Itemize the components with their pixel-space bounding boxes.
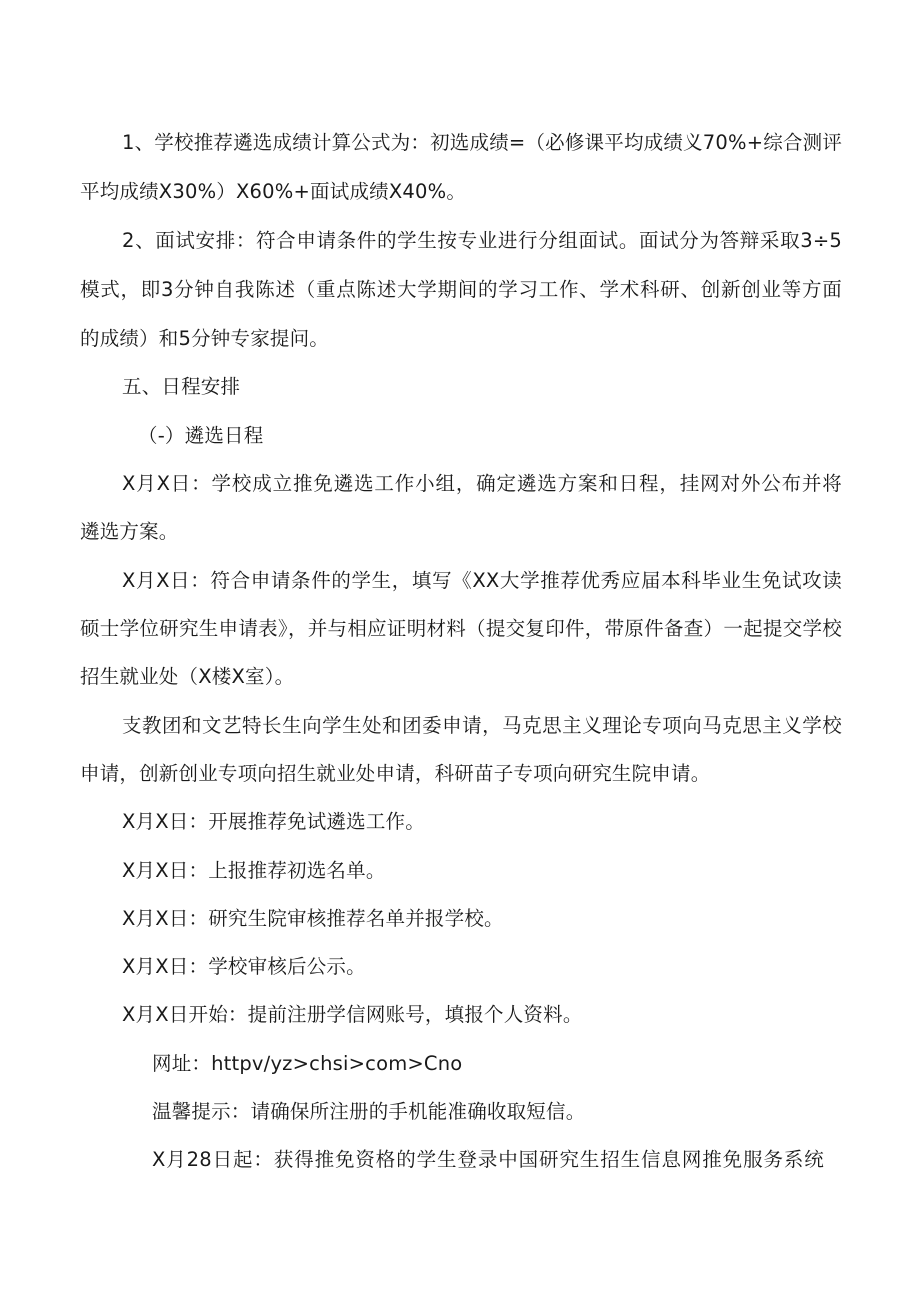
paragraph-line: 的成绩）和5分钟专家提问。 — [80, 327, 330, 350]
paragraph-line: 1、学校推荐遴选成绩计算公式为：初选成绩=（必修课平均成绩义70%+综合测评 — [122, 131, 843, 154]
schedule-item: X月X日：学校审核后公示。 — [122, 955, 366, 978]
paragraph-line: X月X日：符合申请条件的学生，填写《XX大学推荐优秀应届本科毕业生免试攻读 — [122, 569, 842, 592]
schedule-item: X月X日：上报推荐初选名单。 — [122, 859, 386, 882]
subsection-heading: （-）遴选日程 — [138, 424, 264, 447]
paragraph-line: X月X日：学校成立推免遴选工作小组，确定遴选方案和日程，挂网对外公布并将 — [122, 472, 842, 495]
website-line: 网址：httpv∕yz>chsi>com>Cno — [152, 1052, 463, 1075]
schedule-item: X月X日：研究生院审核推荐名单并报学校。 — [122, 907, 504, 930]
paragraph-line: 2、面试安排：符合申请条件的学生按专业进行分组面试。面试分为答辩采取3÷5 — [122, 229, 842, 252]
paragraph-line: 平均成绩X30%）X60%+面试成绩X40%。 — [80, 180, 467, 203]
paragraph-line: 招生就业处（X楼X室）。 — [80, 665, 295, 688]
schedule-item: X月X日：开展推荐免试遴选工作。 — [122, 810, 425, 833]
paragraph-line: 申请，创新创业专项向招生就业处申请，科研苗子专项向研究生院申请。 — [80, 762, 711, 785]
paragraph-line: 遴选方案。 — [80, 520, 179, 543]
section-heading: 五、日程安排 — [122, 375, 241, 398]
tip-line: 温馨提示：请确保所注册的手机能准确收取短信。 — [152, 1100, 586, 1123]
paragraph-line: 硕士学位研究生申请表》，并与相应证明材料（提交复印件，带原件备查）一起提交学校 — [80, 617, 842, 640]
schedule-item: X月28日起：获得推免资格的学生登录中国研究生招生信息网推免服务系统 — [152, 1148, 824, 1171]
schedule-item: X月X日开始：提前注册学信网账号，填报个人资料。 — [122, 1003, 583, 1026]
paragraph-line: 支教团和文艺特长生向学生处和团委申请，马克思主义理论专项向马克思主义学校 — [122, 714, 842, 737]
paragraph-line: 模式，即3分钟自我陈述（重点陈述大学期间的学习工作、学术科研、创新创业等方面 — [80, 278, 842, 301]
